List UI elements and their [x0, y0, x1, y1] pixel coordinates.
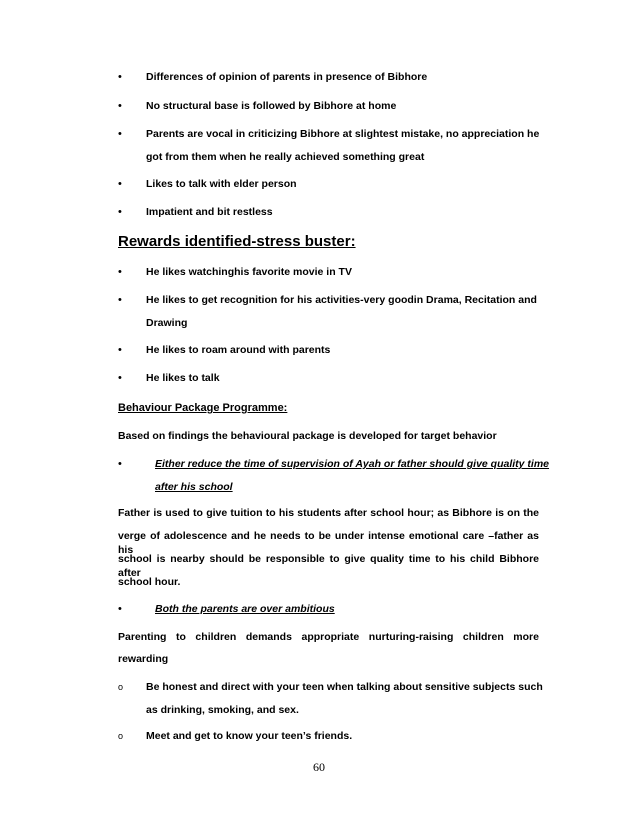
paragraph-line: Father is used to give tuition to his students after school hour; as Bibhore is on the: [118, 507, 539, 519]
circle-bullet-icon: o: [118, 731, 124, 741]
paragraph-line: school is nearby should be responsible to give quality time to his child Bibhore after: [118, 553, 539, 579]
rewards-heading: Rewards identified-stress buster:: [118, 233, 356, 250]
list-item-continuation: Drawing: [146, 317, 188, 329]
bullet-icon: •: [118, 372, 122, 384]
list-item-continuation: got from them when he really achieved something great: [146, 151, 425, 163]
list-item: Be honest and direct with your teen when talking about sensitive subjects such: [146, 681, 543, 693]
list-item: Meet and get to know your teen’s friends.: [146, 730, 353, 742]
page-number: 60: [313, 760, 325, 774]
list-item: No structural base is followed by Bibhore at home: [146, 100, 397, 112]
point-2: Both the parents are over ambitious: [155, 603, 335, 615]
paragraph-line: verge of adolescence and he needs to be under intense emotional care –father as his: [118, 530, 539, 556]
list-item: Impatient and bit restless: [146, 206, 273, 218]
bullet-icon: •: [118, 100, 122, 112]
bullet-icon: •: [118, 603, 122, 615]
circle-bullet-icon: o: [118, 682, 124, 692]
package-intro: Based on findings the behavioural package is developed for target behavior: [118, 430, 497, 442]
bullet-icon: •: [118, 71, 122, 83]
paragraph-line: Parenting to children demands appropriate nurturing-raising children more: [118, 631, 539, 643]
bullet-icon: •: [118, 206, 122, 218]
point-1-continuation: after his school: [155, 481, 233, 493]
package-heading: Behaviour Package Programme:: [118, 402, 288, 414]
list-item: Differences of opinion of parents in presence of Bibhore: [146, 71, 428, 83]
bullet-icon: •: [118, 128, 122, 140]
list-item: He likes to roam around with parents: [146, 344, 331, 356]
list-item: He likes to get recognition for his activities-very goodin Drama, Recitation and: [146, 294, 537, 306]
bullet-icon: •: [118, 294, 122, 306]
bullet-icon: •: [118, 266, 122, 278]
list-item: He likes to talk: [146, 372, 220, 384]
paragraph-line: rewarding: [118, 653, 169, 665]
list-item: Parents are vocal in criticizing Bibhore at slightest mistake, no appreciation he: [146, 128, 540, 140]
bullet-icon: •: [118, 178, 122, 190]
list-item: Likes to talk with elder person: [146, 178, 297, 190]
list-item: He likes watchinghis favorite movie in TV: [146, 266, 352, 278]
paragraph-line: school hour.: [118, 576, 181, 588]
bullet-icon: •: [118, 458, 122, 470]
bullet-icon: •: [118, 344, 122, 356]
list-item-continuation: as drinking, smoking, and sex.: [146, 704, 299, 716]
point-1: Either reduce the time of supervision of Ayah or father should give quality time: [155, 458, 550, 470]
